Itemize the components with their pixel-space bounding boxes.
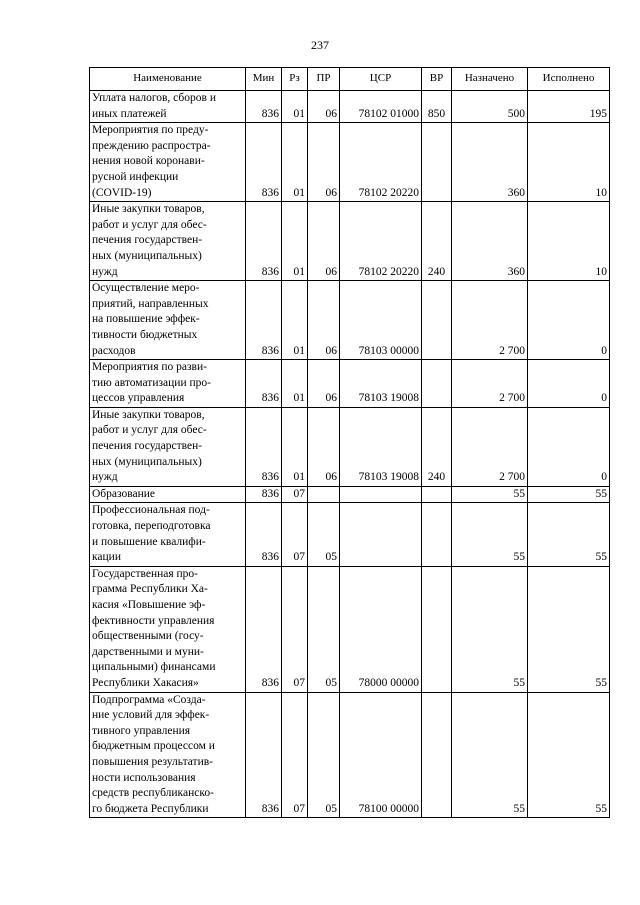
cell-name: [90, 91, 246, 123]
name-line: русной инфекции: [92, 170, 179, 183]
name-line: го бюджета Республики: [92, 802, 209, 815]
cell-rz: 07: [282, 692, 308, 818]
cell-assigned: 55: [452, 486, 528, 503]
table-row: [90, 360, 610, 408]
cell-csr: 78103 19008: [340, 360, 422, 408]
name-line: и повышение квалифи-: [92, 535, 206, 548]
name-line: нения новой коронави-: [92, 155, 205, 168]
cell-csr: 78100 00000: [340, 692, 422, 818]
cell-rz: 07: [282, 566, 308, 692]
table-row: [90, 281, 610, 360]
name-line: печения государствен-: [92, 234, 203, 247]
cell-vr: 850: [422, 91, 452, 123]
table-row: [90, 566, 610, 692]
cell-min: 836: [246, 123, 282, 202]
name-line: нужд: [92, 265, 118, 278]
col-header-vr: ВР: [422, 68, 452, 91]
cell-min: 836: [246, 407, 282, 486]
cell-vr: [422, 281, 452, 360]
name-line: дарственными и муни-: [92, 645, 204, 658]
name-line: ности использования: [92, 771, 196, 784]
cell-min: 836: [246, 566, 282, 692]
name-line: преждению распростра-: [92, 139, 211, 152]
cell-executed: 55: [528, 503, 610, 566]
name-line: общественными (госу-: [92, 630, 204, 643]
cell-vr: 240: [422, 407, 452, 486]
col-header-name: Наименование: [90, 68, 246, 91]
name-line: касия «Повышение эф-: [92, 599, 206, 611]
cell-pr: 06: [308, 407, 340, 486]
name-line: Государственная про-: [92, 567, 199, 580]
cell-csr: 78103 00000: [340, 281, 422, 360]
cell-assigned: 360: [452, 202, 528, 281]
name-line: тивности бюджетных: [92, 328, 198, 341]
cell-min: 836: [246, 692, 282, 818]
cell-executed: 55: [528, 566, 610, 692]
name-line: фективности управления: [92, 614, 215, 627]
cell-name: [90, 692, 246, 818]
name-line: тивного управления: [92, 724, 191, 737]
name-line: работ и услуг для обес-: [92, 424, 207, 437]
cell-pr: 06: [308, 281, 340, 360]
name-line: Иные закупки товаров,: [92, 203, 205, 216]
col-header-rz: Рз: [282, 68, 308, 91]
col-header-min: Мин: [246, 68, 282, 91]
cell-csr: 78102 20220: [340, 202, 422, 281]
cell-csr: [340, 486, 422, 503]
cell-assigned: 55: [452, 566, 528, 692]
cell-executed: 55: [528, 692, 610, 818]
page-number: 237: [311, 38, 329, 52]
cell-rz: 01: [282, 91, 308, 123]
name-line: грамма Республики Ха-: [92, 583, 208, 596]
table-row: [90, 202, 610, 281]
cell-csr: 78102 20220: [340, 123, 422, 202]
cell-executed: 0: [528, 281, 610, 360]
cell-rz: 01: [282, 407, 308, 486]
name-line: Подпрограмма «Созда-: [92, 693, 206, 706]
col-header-assigned: Назначено: [452, 68, 528, 91]
cell-executed: 10: [528, 202, 610, 281]
cell-assigned: 55: [452, 692, 528, 818]
name-line: цессов управления: [92, 392, 185, 405]
name-line: приятий, направленных: [92, 297, 209, 310]
cell-min: 836: [246, 503, 282, 566]
cell-executed: 0: [528, 407, 610, 486]
cell-pr: 06: [308, 91, 340, 123]
name-line: Профессиональная под-: [92, 504, 210, 517]
cell-csr: [340, 503, 422, 566]
cell-min: 836: [246, 281, 282, 360]
cell-assigned: 2 700: [452, 281, 528, 360]
cell-name: [90, 123, 246, 202]
table-body: [90, 91, 610, 818]
col-header-csr: ЦСР: [340, 68, 422, 91]
name-line: кации: [92, 551, 121, 564]
budget-table: [89, 67, 610, 818]
cell-min: 836: [246, 202, 282, 281]
cell-pr: 05: [308, 566, 340, 692]
cell-pr: [308, 486, 340, 503]
cell-pr: 06: [308, 202, 340, 281]
cell-csr: 78102 01000: [340, 91, 422, 123]
table-row: [90, 486, 610, 503]
cell-csr: 78103 19008: [340, 407, 422, 486]
cell-vr: [422, 486, 452, 503]
cell-min: 836: [246, 91, 282, 123]
cell-assigned: 360: [452, 123, 528, 202]
cell-name: [90, 566, 246, 692]
cell-name: [90, 281, 246, 360]
col-header-executed: Исполнено: [528, 68, 610, 91]
cell-executed: 195: [528, 91, 610, 123]
name-line: расходов: [92, 344, 136, 357]
cell-rz: 01: [282, 281, 308, 360]
table-row: [90, 503, 610, 566]
cell-assigned: 2 700: [452, 360, 528, 408]
name-line: ние условий для эффек-: [92, 709, 210, 722]
name-line: повышения результатив-: [92, 755, 213, 768]
cell-rz: 07: [282, 486, 308, 503]
name-line: Мероприятия по разви-: [92, 361, 207, 374]
name-line: нужд: [92, 471, 118, 484]
cell-pr: 05: [308, 503, 340, 566]
name-line: Осуществление меро-: [92, 282, 200, 295]
cell-csr: 78000 00000: [340, 566, 422, 692]
name-line: иных платежей: [92, 107, 167, 120]
cell-executed: 0: [528, 360, 610, 408]
cell-name: [90, 202, 246, 281]
header-row: [90, 68, 610, 91]
cell-rz: 01: [282, 123, 308, 202]
cell-name: [90, 407, 246, 486]
cell-vr: [422, 123, 452, 202]
name-line: средств республиканско-: [92, 787, 214, 800]
name-line: Образование: [92, 487, 156, 500]
cell-assigned: 2 700: [452, 407, 528, 486]
cell-rz: 07: [282, 503, 308, 566]
name-line: бюджетным процессом и: [92, 740, 215, 753]
table-row: [90, 123, 610, 202]
cell-min: 836: [246, 360, 282, 408]
cell-pr: 06: [308, 360, 340, 408]
cell-rz: 01: [282, 360, 308, 408]
name-line: Уплата налогов, сборов и: [92, 92, 216, 104]
cell-executed: 10: [528, 123, 610, 202]
name-line: ципальными) финансами: [92, 661, 216, 674]
cell-vr: 240: [422, 202, 452, 281]
cell-assigned: 55: [452, 503, 528, 566]
cell-pr: 06: [308, 123, 340, 202]
table-row: [90, 692, 610, 818]
name-line: (COVID-19): [92, 186, 152, 199]
cell-pr: 05: [308, 692, 340, 818]
cell-vr: [422, 566, 452, 692]
table-row: [90, 91, 610, 123]
name-line: Иные закупки товаров,: [92, 408, 205, 421]
name-line: на повышение эффек-: [92, 313, 200, 326]
cell-name: [90, 360, 246, 408]
table-row: [90, 407, 610, 486]
cell-min: 836: [246, 486, 282, 503]
name-line: печения государствен-: [92, 440, 203, 453]
name-line: ных (муниципальных): [92, 455, 202, 468]
cell-assigned: 500: [452, 91, 528, 123]
name-line: Республики Хакасия»: [92, 676, 199, 689]
name-line: тию автоматизации про-: [92, 376, 211, 389]
cell-vr: [422, 360, 452, 408]
col-header-pr: ПР: [308, 68, 340, 91]
name-line: работ и услуг для обес-: [92, 218, 207, 231]
cell-executed: 55: [528, 486, 610, 503]
cell-rz: 01: [282, 202, 308, 281]
cell-name: [90, 503, 246, 566]
cell-vr: [422, 503, 452, 566]
name-line: Мероприятия по преду-: [92, 124, 209, 137]
name-line: ных (муниципальных): [92, 249, 202, 262]
cell-vr: [422, 692, 452, 818]
name-line: готовка, переподготовка: [92, 520, 211, 533]
cell-name: [90, 486, 246, 503]
